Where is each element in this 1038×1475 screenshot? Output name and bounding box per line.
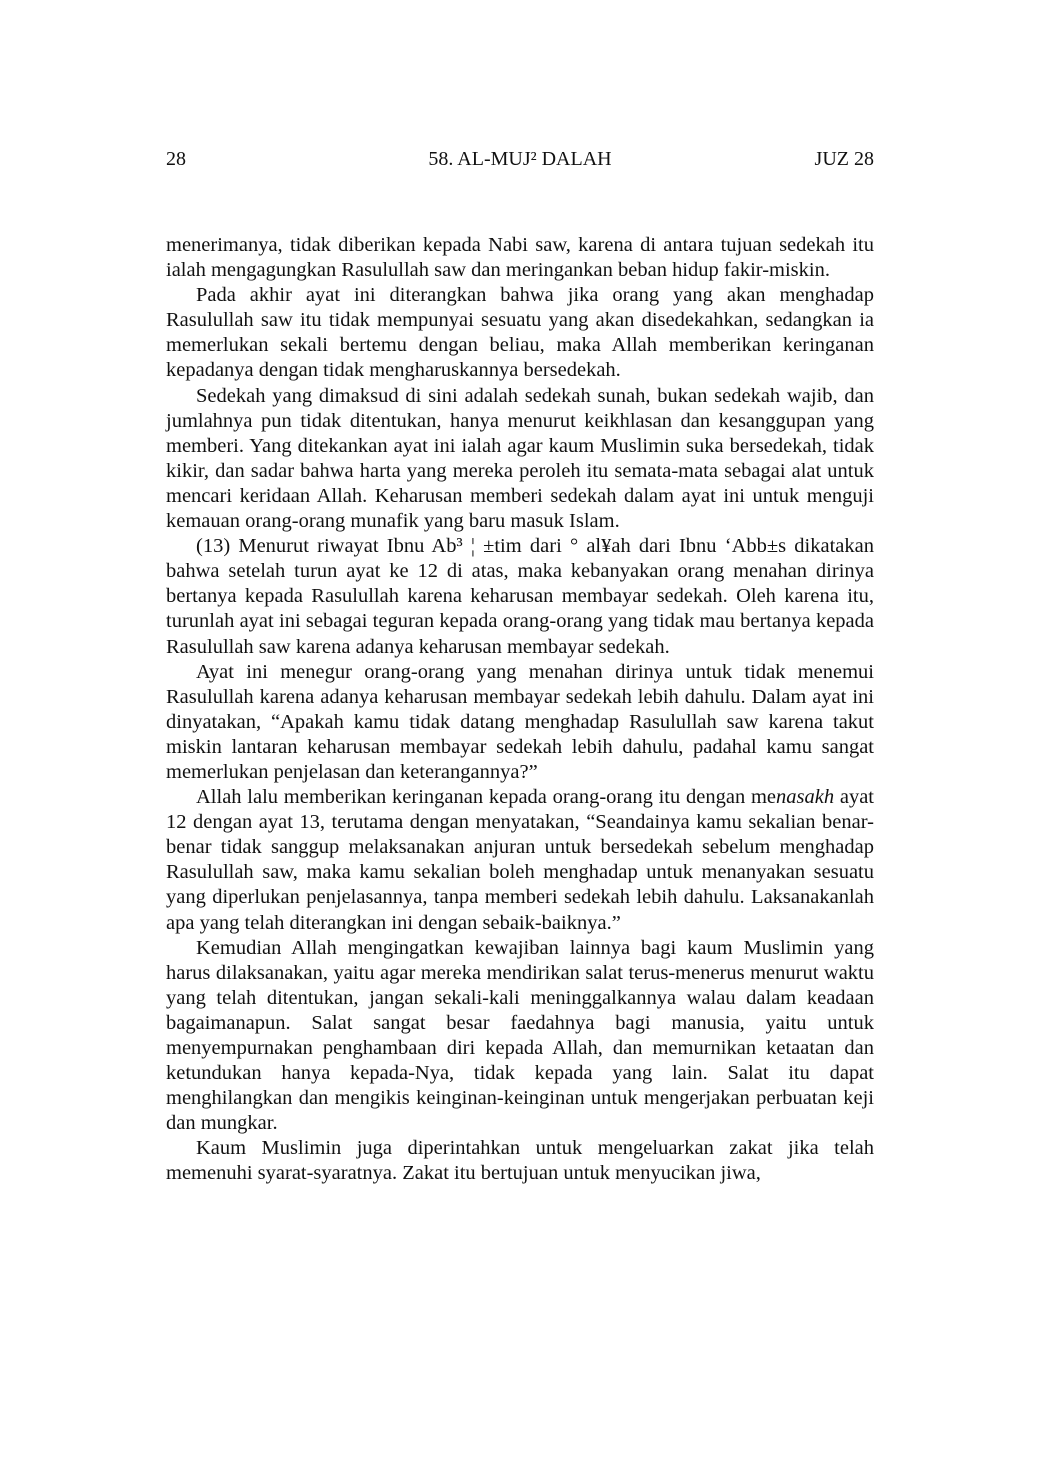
paragraph-3: Sedekah yang dimaksud di sini adalah sedekah sunah, bukan sedekah wajib, dan jumlahnya pun tidak ditentukan, hanya menurut keikhlasan dan kesanggupan yang memberi. Yang ditekankan ayat ini ialah agar kaum Muslimin suka bersedekah, tidak kikir, dan sadar bahwa harta yang mereka peroleh itu semata-mata sebagai alat untuk mencari keridaan Allah. Keharusan memberi sedekah dalam ayat ini untuk menguji kemauan orang-orang munafik yang baru masuk Islam. [166,384,874,533]
paragraph-8: Kaum Muslimin juga diperintahkan untuk mengeluarkan zakat jika telah memenuhi syarat-syaratnya. Zakat itu bertujuan untuk menyucikan jiwa, [166,1137,874,1185]
page-number: 28 [166,148,186,170]
paragraph-7: Kemudian Allah mengingatkan kewajiban lainnya bagi kaum Muslimin yang harus dilaksanakan, yaitu agar mereka mendirikan salat terus-menerus menurut waktu yang telah ditentukan, jangan sekali-kali meninggalkannya walau dalam keadaan bagaimanapun. Salat sangat besar faedahnya bagi manusia, yaitu untuk menyempurnakan penghambaan diri kepada Allah, dan memurnikan ketaatan dan ketundukan hanya kepada-Nya, tidak kepada yang lain. Salat itu dapat menghilangkan dan mengikis keinginan-keinginan untuk mengerjakan perbuatan keji dan mungkar. [166,936,874,1135]
paragraph-6-rest: ayat 12 dengan ayat 13, terutama dengan menyatakan, “Seandainya kamu sekalian benar-benar tidak sanggup melaksanakan anjuran untuk bersedekah sebelum menghadap Rasulullah saw, maka kamu sekalian boleh menghadap untuk menanyakan sesuatu yang diperlukan penjelasannya, tanpa memberi sedekah lebih dahulu. Laksanakanlah apa yang telah diterangkan ini dengan sebaik-baiknya.” [166,786,874,934]
chapter-title: 58. AL-MUJ² DALAH [428,148,612,170]
nasakh-term: nasakh [776,786,835,809]
running-header [166,146,874,172]
paragraph-4: (13) Menurut riwayat Ibnu Ab³ ¦ ±tim dari ° al¥ah dari Ibnu ‘Abb±s dikatakan bahwa setelah turun ayat ke 12 di atas, maka kebanyakan orang menahan dirinya bertanya kepada Rasulullah karena keharusan membayar sedekah. Oleh karena itu, turunlah ayat ini sebagai teguran kepada orang-orang yang tidak mau bertanya kepada Rasulullah saw karena adanya keharusan membayar sedekah. [166,535,874,658]
paragraph-6 [166,785,874,936]
body-text [166,233,874,1187]
paragraph-1: menerimanya, tidak diberikan kepada Nabi saw, karena di antara tujuan sedekah itu ialah mengagungkan Rasulullah saw dan meringankan beban hidup fakir-miskin. [166,234,874,282]
paragraph-2: Pada akhir ayat ini diterangkan bahwa jika orang yang akan menghadap Rasulullah saw itu tidak mempunyai sesuatu yang akan disedekahkan, sedangkan ia memerlukan sekali bertemu dengan beliau, maka Allah memberikan keringanan kepadanya dengan tidak mengharuskannya bersedekah. [166,284,874,382]
paragraph-6-start: Allah lalu memberikan keringanan kepada orang-orang itu dengan me [196,786,777,809]
juz-label: JUZ 28 [814,148,874,170]
paragraph-5: Ayat ini menegur orang-orang yang menahan dirinya untuk tidak menemui Rasulullah karena adanya keharusan membayar sedekah lebih dahulu. Dalam ayat ini dinyatakan, “Apakah kamu tidak datang menghadap Rasulullah saw karena takut miskin lantaran keharusan membayar sedekah lebih dahulu, padahal kamu sangat memerlukan penjelasan dan keterangannya?” [166,660,874,783]
